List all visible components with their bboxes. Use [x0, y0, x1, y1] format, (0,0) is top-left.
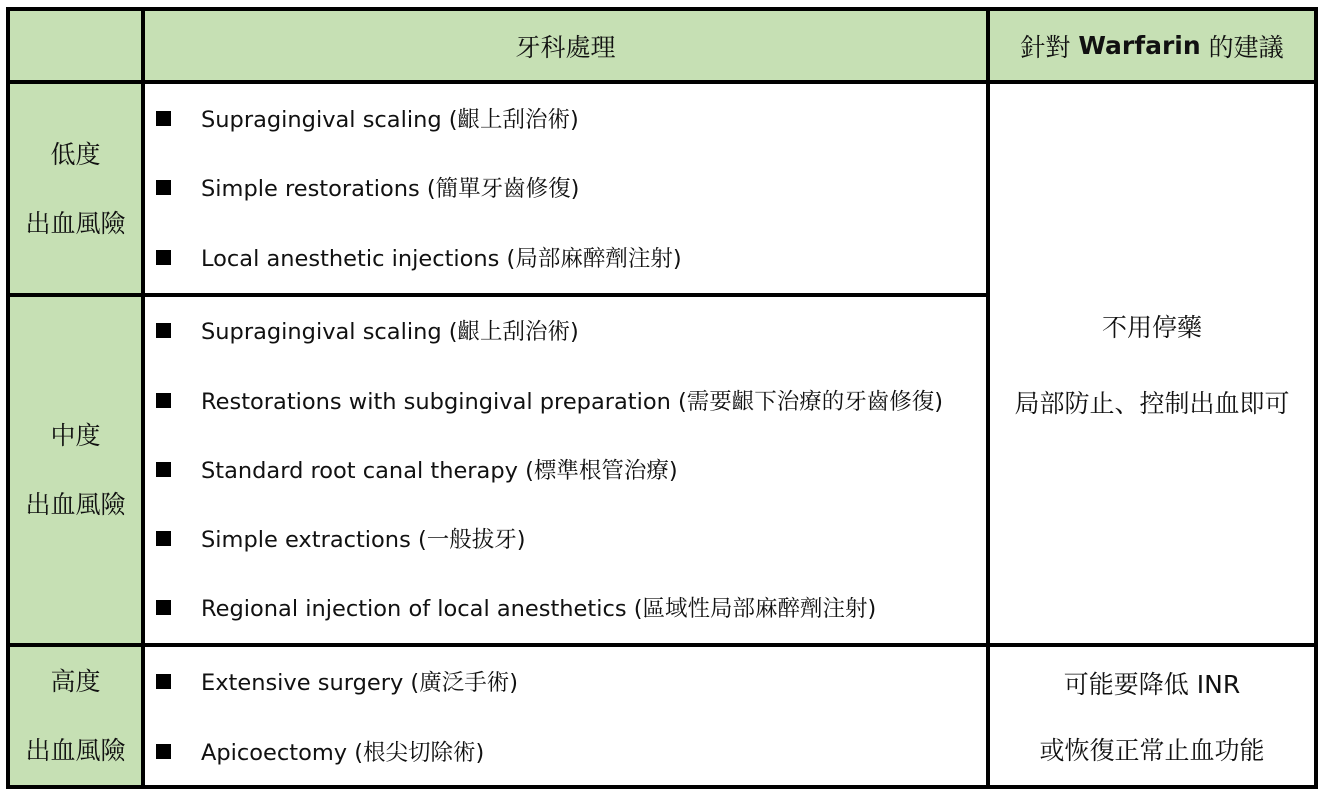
- bullet-icon: [156, 323, 171, 338]
- procedures-moderate: [145, 297, 986, 643]
- recommendation-low-moderate-line2: 局部防止、控制出血即可: [1014, 388, 1290, 418]
- recommendation-low-moderate: [990, 84, 1314, 643]
- list-item-text: Regional injection of local anesthetics (區域性局部麻醉劑注射): [201, 596, 877, 622]
- header-procedure: [145, 11, 986, 80]
- list-item-text: Simple restorations (簡單牙齒修復): [201, 176, 580, 202]
- risk-moderate-line1: 中度: [50, 421, 101, 450]
- risk-low-line2: 出血風險: [25, 208, 126, 238]
- risk-low-line1: 低度: [50, 139, 101, 169]
- list-item-text: Local anesthetic injections (局部麻醉劑注射): [201, 246, 682, 272]
- list-item: [145, 237, 682, 277]
- list-item-text: Standard root canal therapy (標準根管治療): [201, 458, 678, 484]
- header-recommendation-drug: Warfarin: [1078, 31, 1201, 60]
- list-item: [145, 167, 579, 207]
- bullet-icon: [156, 393, 171, 408]
- list-item: [145, 98, 579, 138]
- list-item-text: Supragingival scaling (齦上刮治術): [201, 319, 579, 345]
- bullet-icon: [156, 674, 171, 689]
- bullet-icon: [156, 111, 171, 126]
- header-recommendation-suffix: 的建議: [1200, 32, 1284, 62]
- list-item: [145, 449, 678, 489]
- list-item-text: Restorations with subgingival preparation (需要齦下治療的牙齒修復): [201, 389, 944, 415]
- bullet-icon: [156, 462, 171, 477]
- header-recommendation: [990, 11, 1314, 80]
- bullet-icon: [156, 180, 171, 195]
- procedures-low: [145, 84, 986, 293]
- header-procedure-text: 牙科處理: [515, 32, 616, 62]
- risk-high: [10, 647, 141, 785]
- recommendation-high-line1: 可能要降低 INR: [1063, 670, 1241, 699]
- list-item: [145, 587, 876, 627]
- risk-moderate-line2: 出血風險: [25, 490, 126, 519]
- bullet-icon: [156, 600, 171, 615]
- risk-low: [10, 84, 141, 293]
- procedures-high: [145, 647, 986, 785]
- recommendation-low-moderate-line1: 不用停藥: [1101, 312, 1202, 342]
- bullet-icon: [156, 744, 171, 759]
- bullet-icon: [156, 531, 171, 546]
- list-item: [145, 731, 484, 771]
- risk-high-line2: 出血風險: [25, 736, 126, 765]
- list-item-text: Extensive surgery (廣泛手術): [201, 670, 518, 696]
- recommendation-high-line2: 或恢復正常止血功能: [1039, 736, 1265, 765]
- header-recommendation-prefix: 針對: [1020, 32, 1079, 62]
- risk-high-line1: 高度: [50, 667, 101, 696]
- list-item: [145, 310, 579, 350]
- list-item: [145, 661, 518, 701]
- bullet-icon: [156, 250, 171, 265]
- list-item: [145, 380, 943, 420]
- recommendation-high: [990, 647, 1314, 785]
- list-item-text: Apicoectomy (根尖切除術): [201, 740, 485, 766]
- list-item-text: Simple extractions (一般拔牙): [201, 527, 526, 553]
- list-item: [145, 518, 526, 558]
- dental-warfarin-table: [6, 7, 1318, 789]
- risk-moderate: [10, 297, 141, 643]
- list-item-text: Supragingival scaling (齦上刮治術): [201, 107, 579, 133]
- header-empty-cell: [10, 11, 141, 80]
